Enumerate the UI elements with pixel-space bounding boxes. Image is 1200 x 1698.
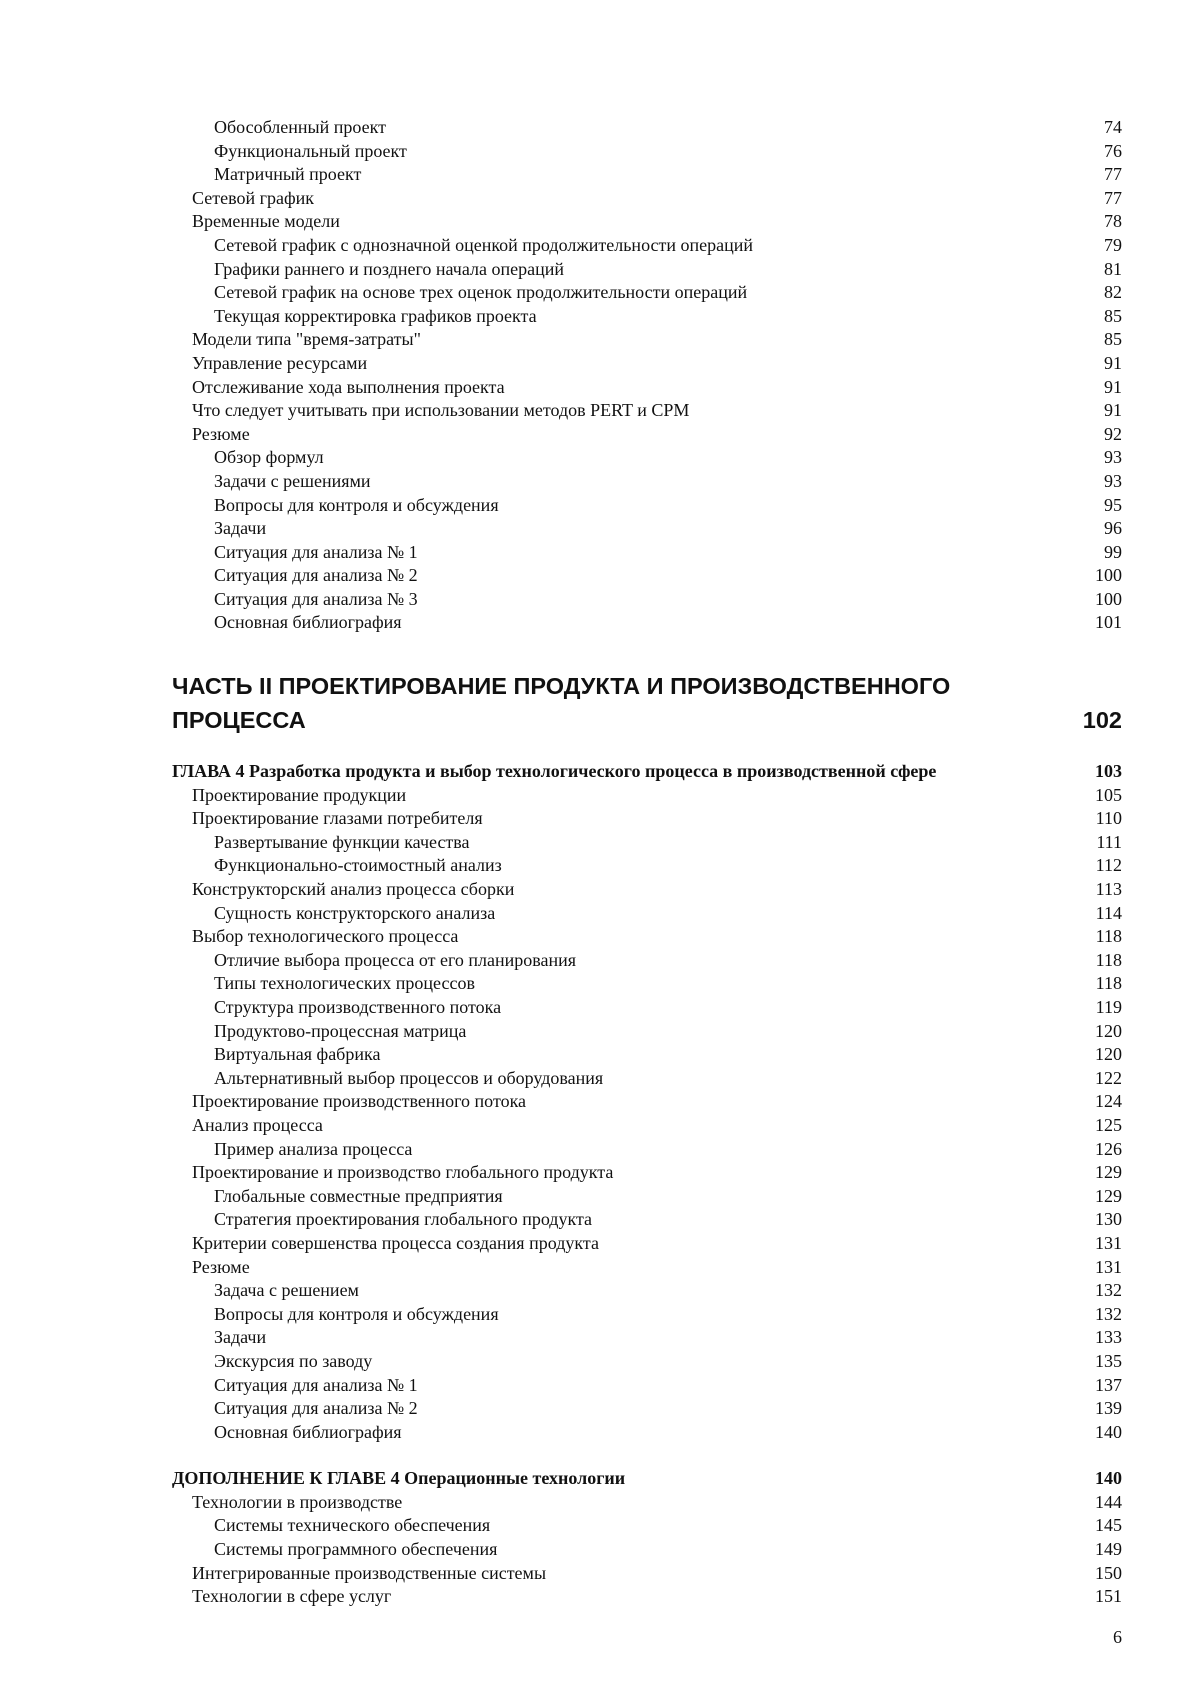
toc-entry-page: 100 (1095, 588, 1122, 609)
toc-entry-title: Задачи с решениями (214, 470, 371, 491)
toc-entry-title: Обзор формул (214, 447, 324, 468)
toc-entry-title: Функциональный проект (214, 140, 407, 161)
toc-entry-title: Матричный проект (214, 164, 362, 185)
toc-entry[interactable] (172, 1161, 1122, 1185)
toc-entry-title: Сетевой график на основе трех оценок продолжительности операций (214, 282, 748, 303)
toc-entry[interactable] (172, 996, 1122, 1020)
toc-entry-title: Сетевой график (192, 187, 314, 208)
toc-entry[interactable] (172, 376, 1122, 400)
toc-entry-title: Системы программного обеспечения (214, 1539, 498, 1560)
toc-entry-title: Выбор технологического процесса (192, 926, 459, 947)
toc-entry[interactable] (172, 564, 1122, 588)
toc-entry-title: Проектирование глазами потребителя (192, 808, 483, 829)
toc-entry-title: Анализ процесса (192, 1114, 323, 1135)
toc-entry-page: 96 (1104, 518, 1122, 539)
toc-entry[interactable] (172, 588, 1122, 612)
toc-entry-page: 133 (1095, 1327, 1122, 1348)
toc-entry-title: Продуктово-процессная матрица (214, 1020, 467, 1041)
toc-entry[interactable] (172, 831, 1122, 855)
toc-entry[interactable] (172, 541, 1122, 565)
supplement-title: ДОПОЛНЕНИЕ К ГЛАВЕ 4 Операционные технологии (172, 1468, 626, 1489)
toc-entry-page: 91 (1104, 400, 1122, 421)
toc-entry[interactable] (172, 807, 1122, 831)
toc-entry-page: 118 (1095, 973, 1122, 994)
toc-entry-title: Отслеживание хода выполнения проекта (192, 376, 505, 397)
toc-entry-title: Системы технического обеспечения (214, 1515, 491, 1536)
toc-entry[interactable] (172, 972, 1122, 996)
toc-entry-title: Функционально-стоимостный анализ (214, 855, 502, 876)
toc-entry[interactable] (172, 258, 1122, 282)
part-title-line-1: ЧАСТЬ II ПРОЕКТИРОВАНИЕ ПРОДУКТА И ПРОИЗВОДСТВЕННОГО (172, 673, 951, 700)
toc-entry-page: 92 (1104, 423, 1122, 444)
toc-entry[interactable] (172, 1232, 1122, 1256)
toc-entry[interactable] (172, 1279, 1122, 1303)
toc-entry[interactable] (172, 1067, 1122, 1091)
toc-entry-title: Вопросы для контроля и обсуждения (214, 494, 499, 515)
toc-entry-title: Ситуация для анализа № 2 (214, 1398, 418, 1419)
chapter-page-number: 103 (1095, 761, 1122, 782)
toc-entry-title: Вопросы для контроля и обсуждения (214, 1303, 499, 1324)
toc-entry-page: 111 (1096, 831, 1122, 852)
toc-entry[interactable] (172, 328, 1122, 352)
toc-entry-title: Пример анализа процесса (214, 1138, 413, 1159)
toc-entry-page: 130 (1095, 1209, 1122, 1230)
toc-entry[interactable] (172, 423, 1122, 447)
toc-entry[interactable] (172, 116, 1122, 140)
toc-entry-page: 140 (1095, 1421, 1122, 1442)
toc-entry-page: 100 (1095, 565, 1122, 586)
toc-entry[interactable] (172, 281, 1122, 305)
toc-entry-page: 129 (1095, 1162, 1122, 1183)
toc-entry-title: Ситуация для анализа № 2 (214, 565, 418, 586)
toc-entry-page: 82 (1104, 282, 1122, 303)
toc-entry[interactable] (172, 163, 1122, 187)
toc-entry-title: Виртуальная фабрика (214, 1044, 381, 1065)
toc-entry[interactable] (172, 187, 1122, 211)
toc-entry-title: Критерии совершенства процесса создания продукта (192, 1232, 599, 1253)
toc-entry-page: 139 (1095, 1398, 1122, 1419)
toc-entry-page: 105 (1095, 784, 1122, 805)
toc-entry-page: 126 (1095, 1138, 1122, 1159)
toc-entry-title: Технологии в сфере услуг (192, 1586, 392, 1607)
toc-entry[interactable] (172, 1491, 1122, 1515)
toc-entry-title: Экскурсия по заводу (214, 1350, 373, 1371)
toc-entry-page: 132 (1095, 1303, 1122, 1324)
toc-section-chapter-3 (172, 116, 1122, 635)
toc-entry-page: 79 (1104, 234, 1122, 255)
part-title-line-2: ПРОЦЕССА (172, 707, 306, 734)
toc-entry[interactable] (172, 611, 1122, 635)
page-number: 6 (1113, 1627, 1122, 1647)
toc-entry-title: Задача с решением (214, 1280, 359, 1301)
toc-entry[interactable] (172, 517, 1122, 541)
toc-entry-title: Типы технологических процессов (214, 973, 475, 994)
toc-entry[interactable] (172, 1421, 1122, 1445)
toc-entry-page: 118 (1095, 926, 1122, 947)
toc-entry-title: Обособленный проект (214, 117, 386, 137)
toc-entry-title: Управление ресурсами (192, 352, 368, 373)
toc-entry-title: Сущность конструкторского анализа (214, 902, 496, 923)
toc-entry-title: Конструкторский анализ процесса сборки (192, 879, 515, 900)
toc-entry-page: 119 (1095, 997, 1122, 1017)
supplement-page-number: 140 (1095, 1468, 1122, 1489)
toc-entry[interactable] (172, 1397, 1122, 1421)
toc-entry-page: 118 (1095, 949, 1122, 970)
toc-entry[interactable] (172, 1326, 1122, 1350)
toc-entry-page: 132 (1095, 1280, 1122, 1301)
toc-entry-title: Интегрированные производственные системы (192, 1562, 547, 1583)
toc-entry-title: Ситуация для анализа № 1 (214, 1374, 418, 1395)
toc-entry[interactable] (172, 1350, 1122, 1374)
toc-entry-title: Основная библиография (214, 612, 402, 633)
toc-entry[interactable] (172, 1538, 1122, 1562)
toc-entry[interactable] (172, 1185, 1122, 1209)
toc-entry-title: Проектирование производственного потока (192, 1091, 527, 1112)
toc-entry-page: 77 (1104, 187, 1122, 208)
toc-entry-page: 131 (1095, 1256, 1122, 1277)
toc-entry[interactable] (172, 234, 1122, 258)
toc-entry[interactable] (172, 1020, 1122, 1044)
toc-entry-page: 85 (1104, 329, 1122, 350)
toc-entry-page: 122 (1095, 1067, 1122, 1088)
toc-entry[interactable] (172, 352, 1122, 376)
toc-entry-title: Текущая корректировка графиков проекта (214, 305, 537, 326)
toc-entry[interactable] (172, 1138, 1122, 1162)
toc-entry-page: 144 (1095, 1491, 1122, 1512)
toc-entry[interactable] (172, 210, 1122, 234)
toc-entry[interactable] (172, 399, 1122, 423)
table-of-contents (172, 116, 1122, 1609)
toc-entry-title: Задачи (214, 518, 267, 539)
toc-entry-page: 76 (1104, 140, 1122, 161)
toc-entry-page: 85 (1104, 305, 1122, 326)
toc-entry[interactable] (172, 1514, 1122, 1538)
toc-entry[interactable] (172, 1374, 1122, 1398)
toc-entry[interactable] (172, 305, 1122, 329)
toc-section-chapter-4 (172, 784, 1122, 1445)
toc-entry[interactable] (172, 1303, 1122, 1327)
toc-entry-page: 110 (1095, 808, 1122, 829)
toc-entry-page: 129 (1095, 1185, 1122, 1206)
toc-entry[interactable] (172, 902, 1122, 926)
toc-entry-title: Временные модели (192, 211, 340, 232)
toc-entry[interactable] (172, 1090, 1122, 1114)
toc-entry[interactable] (172, 140, 1122, 164)
toc-entry-page: 78 (1104, 211, 1122, 232)
toc-entry[interactable] (172, 854, 1122, 878)
toc-entry-title: Отличие выбора процесса от его планирования (214, 949, 577, 970)
toc-entry-page: 95 (1104, 494, 1122, 515)
toc-entry-page: 77 (1104, 164, 1122, 185)
part-heading[interactable] (172, 669, 1122, 737)
toc-entry[interactable] (172, 949, 1122, 973)
toc-entry-title: Глобальные совместные предприятия (214, 1185, 503, 1206)
toc-entry[interactable] (172, 878, 1122, 902)
toc-entry-page: 74 (1104, 117, 1122, 137)
toc-entry-title: Резюме (192, 1256, 250, 1277)
toc-entry[interactable] (172, 494, 1122, 518)
toc-entry-title: Сетевой график с однозначной оценкой продолжительности операций (214, 234, 754, 255)
toc-entry-title: Развертывание функции качества (214, 831, 470, 852)
toc-entry[interactable] (172, 925, 1122, 949)
toc-entry-title: Проектирование продукции (192, 784, 407, 805)
toc-entry-title: Модели типа "время-затраты" (192, 329, 421, 350)
toc-entry-page: 101 (1095, 612, 1122, 633)
toc-chapter-entry[interactable] (172, 760, 1122, 784)
toc-entry-page: 124 (1095, 1091, 1122, 1112)
toc-entry[interactable] (172, 1043, 1122, 1067)
toc-entry-title: Задачи (214, 1327, 267, 1348)
toc-entry-title: Что следует учитывать при использовании методов PERT и CPM (192, 400, 690, 421)
toc-entry-page: 137 (1095, 1374, 1122, 1395)
toc-entry-title: Проектирование и производство глобального продукта (192, 1162, 614, 1183)
toc-entry[interactable] (172, 1585, 1122, 1609)
toc-entry-page: 99 (1104, 541, 1122, 562)
toc-entry-page: 93 (1104, 447, 1122, 468)
toc-entry-page: 114 (1095, 902, 1122, 923)
toc-entry-page: 81 (1104, 258, 1122, 279)
toc-section-supplement (172, 1491, 1122, 1609)
toc-entry-page: 150 (1095, 1562, 1122, 1583)
toc-entry-title: Основная библиография (214, 1421, 402, 1442)
toc-entry-page: 120 (1095, 1044, 1122, 1065)
toc-entry-page: 93 (1104, 470, 1122, 491)
part-page-number: 102 (1082, 707, 1122, 734)
toc-entry-page: 145 (1095, 1515, 1122, 1536)
toc-entry-title: Резюме (192, 423, 250, 444)
toc-entry[interactable] (172, 470, 1122, 494)
toc-supplement-entry[interactable] (172, 1467, 1122, 1491)
toc-entry[interactable] (172, 1562, 1122, 1586)
toc-entry-title: Графики раннего и позднего начала операций (214, 258, 564, 279)
toc-entry-page: 135 (1095, 1350, 1122, 1371)
toc-entry-title: Стратегия проектирования глобального продукта (214, 1209, 593, 1230)
toc-entry-page: 112 (1095, 855, 1122, 876)
toc-entry-page: 125 (1095, 1114, 1122, 1135)
toc-entry[interactable] (172, 1208, 1122, 1232)
toc-entry-title: Структура производственного потока (214, 997, 502, 1017)
toc-entry-page: 91 (1104, 376, 1122, 397)
toc-entry-title: Ситуация для анализа № 3 (214, 588, 418, 609)
toc-entry-page: 131 (1095, 1232, 1122, 1253)
toc-entry[interactable] (172, 784, 1122, 808)
toc-entry-title: Альтернативный выбор процессов и оборудования (214, 1067, 604, 1088)
toc-entry-page: 120 (1095, 1020, 1122, 1041)
toc-entry-page: 151 (1095, 1586, 1122, 1607)
toc-entry[interactable] (172, 1256, 1122, 1280)
toc-entry[interactable] (172, 1114, 1122, 1138)
toc-entry[interactable] (172, 446, 1122, 470)
toc-entry-title: Технологии в производстве (192, 1491, 403, 1512)
toc-entry-page: 113 (1095, 879, 1122, 900)
toc-entry-title: Ситуация для анализа № 1 (214, 541, 418, 562)
toc-entry-page: 149 (1095, 1539, 1122, 1560)
toc-entry-page: 91 (1104, 352, 1122, 373)
chapter-title: ГЛАВА 4 Разработка продукта и выбор технологического процесса в производственной сфере (172, 761, 937, 782)
